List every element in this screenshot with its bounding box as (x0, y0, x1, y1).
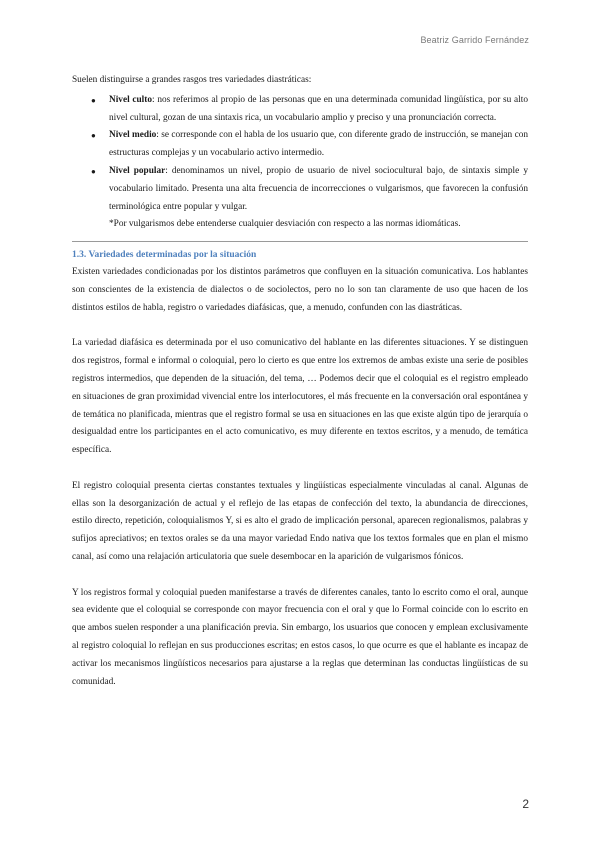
running-header-author: Beatriz Garrido Fernández (420, 35, 529, 45)
body-paragraph: Existen variedades condicionadas por los distintos parámetros que confluyen en la situación comunicativa. Los hablantes son conscientes de la existencia de dialectos o de sociolectos, pero no lo son tan claramente de uso que hacen de los distintos estilos de habla, registro o variedades diafásicas, que, a menudo, confunden con las diastráticas. (72, 267, 528, 313)
vulgarism-note: *Por vulgarismos debe entenderse cualquier desviación con respecto a las normas idiomáticas. (109, 219, 461, 230)
list-item-text: : nos referimos al propio de las personas que en una determinada comunidad lingüística, por su alto nivel cultural, gozan de una sintaxis rica, un vocabulario amplio y preciso y una pronunciación correcta. (109, 94, 528, 123)
list-item-text: : denominamos un nivel, propio de usuario de nivel sociocultural bajo, de sintaxis simple y vocabulario limitado. Presenta una alta frecuencia de incorrecciones o vulgarismos, que favorecen la confusión terminológica entre popular y vulgar. (109, 165, 528, 212)
section-divider (72, 241, 528, 242)
list-item-term: Nivel culto (109, 94, 153, 105)
bullet-icon: ● (91, 131, 96, 141)
section-heading: 1.3. Variedades determinadas por la situación (72, 250, 257, 261)
list-item (91, 163, 528, 216)
list-item (91, 92, 528, 128)
bullet-icon: ● (91, 166, 96, 176)
list-item-text: : se corresponde con el habla de los usuario que, con diferente grado de instrucción, se manejan con estructuras complejas y un vocabulario activo intermedio. (109, 130, 528, 159)
body-paragraph: El registro coloquial presenta ciertas constantes textuales y lingüísticas especialmente vinculadas al canal. Algunas de ellas son la desorganización de actual y el reflejo de las etapas de confección del texto, la abundancia de direcciones, estilo directo, repetición, coloquialismos Y, si es alto el grado de implicación personal, aparecen regionalismos, palabras y sufijos apreciativos; en textos orales se da una mayor variedad Endo nativa que los textos formales que en plan el mismo canal, así como una relajación articulatoria que suele desembocar en la aparición de vulgarismos fónicos. (72, 480, 528, 562)
list-item-term: Nivel popular (109, 165, 166, 176)
document-body (72, 72, 528, 709)
page-number: 2 (522, 797, 529, 811)
body-paragraph: La variedad diafásica es determinada por el uso comunicativo del hablante en las diferentes situaciones. Y se distinguen dos registros, formal e informal o coloquial, pero lo cierto es que entre los extremos de ambas existe una serie de posibles registros intermedios, que dependen de la situación, del tema, … Podemos decir que el coloquial es el registro empleado en situaciones de gran proximidad vivencial entre los interlocutores, el más frecuente en la conversación oral espontánea y de temática no planificada, mientras que el registro formal se usa en situaciones en las que existe algún tipo de jerarquía o desigualdad entre los participantes en el acto comunicativo, es muy diferente en textos escritos, y a menudo, de temática específica. (72, 338, 528, 456)
body-paragraph: Y los registros formal y coloquial pueden manifestarse a través de diferentes canales, tanto lo escrito como el oral, aunque sea evidente que el coloquial se corresponde con mayor frecuencia con el oral y que lo Formal coincide con lo escrito en que ambos suelen responder a una planificación previa. Sin embargo, los usuarios que conocen y emplean exclusivamente al registro coloquial lo reflejan en sus producciones escritas; en estos casos, lo que ocurre es que el hablante es incapaz de activar los mecanismos lingüísticos necesarios para ajustarse a la reglas que determinan las conductas lingüísticas de su comunidad. (72, 587, 528, 687)
list-item (91, 127, 528, 163)
intro-paragraph: Suelen distinguirse a grandes rasgos tres variedades diastráticas: (72, 75, 312, 85)
bullet-icon: ● (91, 95, 96, 105)
list-item-term: Nivel medio (109, 130, 157, 141)
varieties-list (72, 92, 528, 217)
